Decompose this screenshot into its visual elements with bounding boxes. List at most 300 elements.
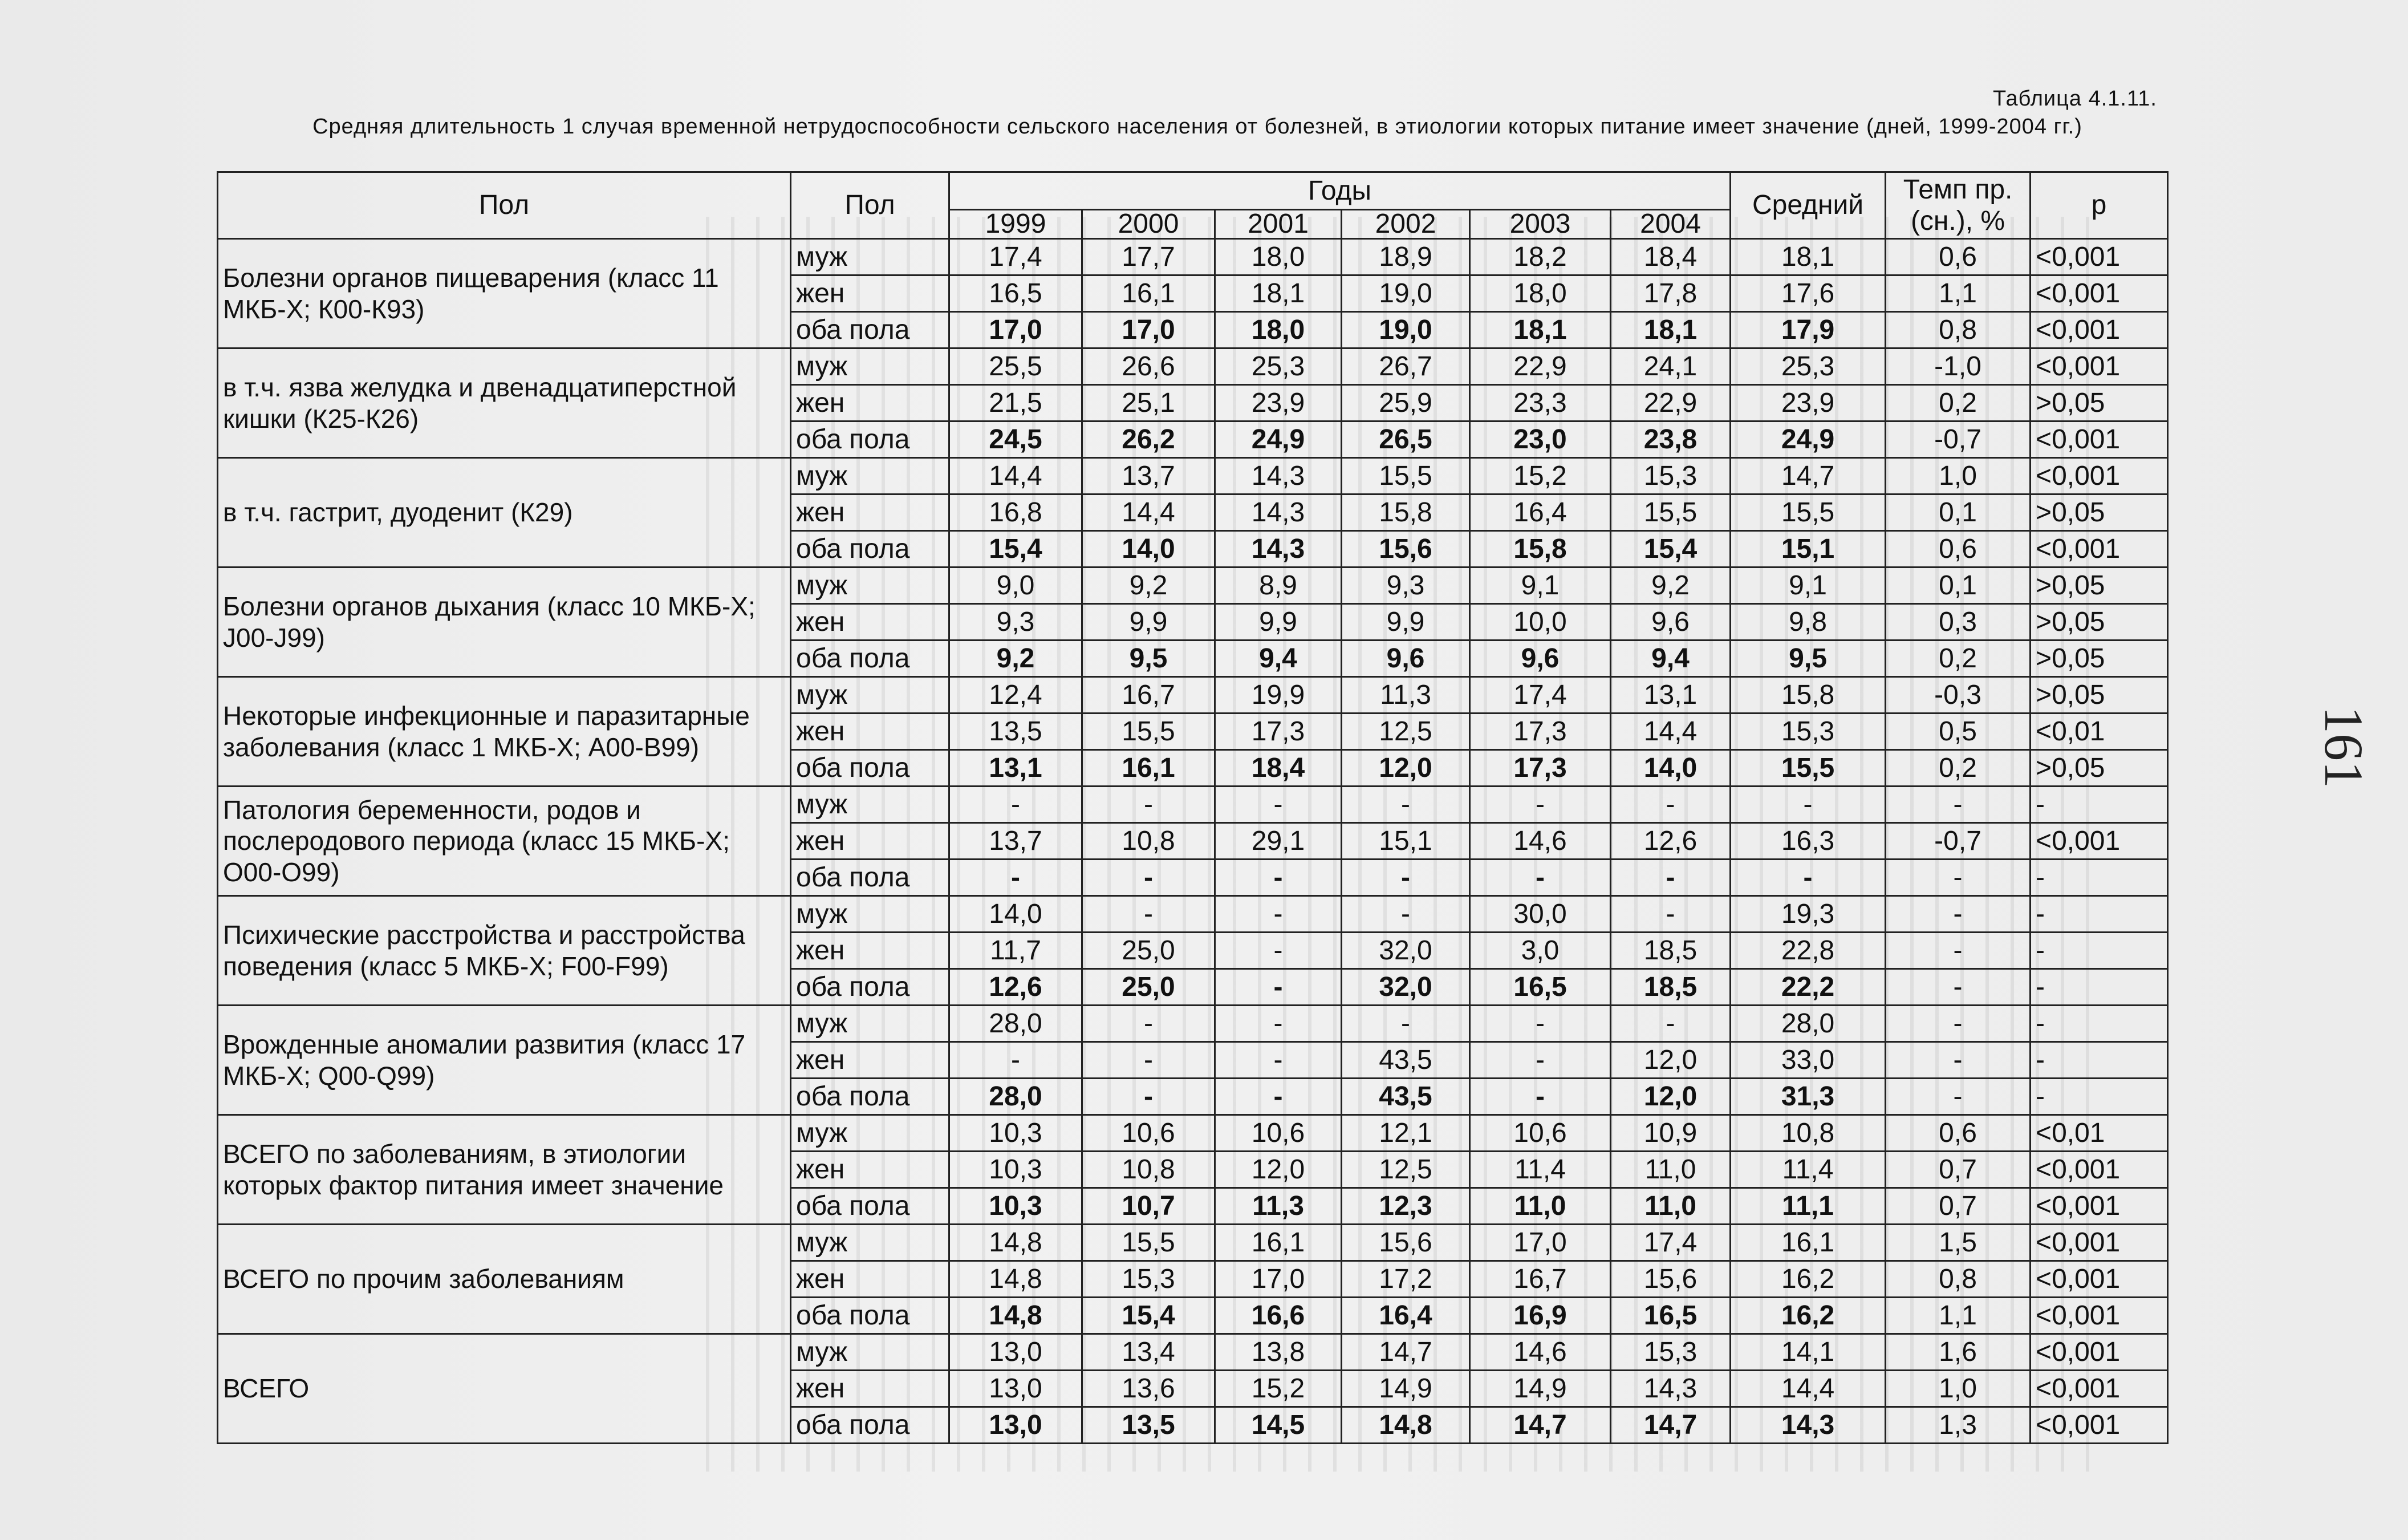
mean-cell: 15,8: [1731, 677, 1886, 714]
year-value-cell: 19,0: [1342, 275, 1470, 312]
year-value-cell: 15,6: [1342, 531, 1470, 568]
year-value-cell: -: [1215, 969, 1342, 1006]
table-row: [218, 896, 2168, 933]
year-value-cell: 16,9: [1470, 1298, 1611, 1334]
year-value-cell: -: [949, 1042, 1082, 1079]
year-value-cell: 13,0: [949, 1407, 1082, 1444]
year-value-cell: 12,0: [1611, 1079, 1731, 1115]
p-value-cell: <0,001: [2031, 1371, 2168, 1407]
year-value-cell: 26,7: [1342, 348, 1470, 385]
year-value-cell: -: [1611, 787, 1731, 823]
p-value-cell: >0,05: [2031, 677, 2168, 714]
table-row: [218, 1334, 2168, 1371]
temp-cell: 1,6: [1886, 1334, 2031, 1371]
year-value-cell: 13,5: [949, 714, 1082, 750]
mean-cell: 14,3: [1731, 1407, 1886, 1444]
year-value-cell: 18,5: [1611, 933, 1731, 969]
year-value-cell: 24,5: [949, 422, 1082, 458]
year-value-cell: 14,0: [1082, 531, 1215, 568]
disease-name-cell: ВСЕГО по заболеваниям, в этиологии которых фактор питания имеет значение: [218, 1115, 791, 1225]
temp-cell: -: [1886, 1079, 2031, 1115]
year-value-cell: 13,7: [1082, 458, 1215, 495]
year-value-cell: -: [1215, 933, 1342, 969]
year-value-cell: -: [1611, 1006, 1731, 1042]
p-value-cell: <0,001: [2031, 239, 2168, 275]
year-value-cell: 9,6: [1611, 604, 1731, 641]
year-value-cell: 15,1: [1342, 823, 1470, 860]
year-value-cell: 9,4: [1215, 641, 1342, 677]
sex-cell: оба пола: [791, 1079, 949, 1115]
sex-cell: жен: [791, 933, 949, 969]
year-value-cell: 3,0: [1470, 933, 1611, 969]
temp-cell: 1,3: [1886, 1407, 2031, 1444]
sex-cell: жен: [791, 823, 949, 860]
mean-cell: 16,1: [1731, 1225, 1886, 1261]
temp-cell: 1,0: [1886, 458, 2031, 495]
year-value-cell: 17,3: [1470, 750, 1611, 787]
year-value-cell: -: [1342, 1006, 1470, 1042]
year-value-cell: -: [1470, 787, 1611, 823]
p-value-cell: >0,05: [2031, 641, 2168, 677]
p-value-cell: <0,001: [2031, 275, 2168, 312]
sex-cell: жен: [791, 1261, 949, 1298]
year-value-cell: 14,9: [1342, 1371, 1470, 1407]
sex-cell: муж: [791, 1006, 949, 1042]
disease-name-cell: Психические расстройства и расстройства поведения (класс 5 МКБ-Х; F00-F99): [218, 896, 791, 1006]
year-value-cell: 15,8: [1342, 495, 1470, 531]
sex-cell: оба пола: [791, 1298, 949, 1334]
year-value-cell: 14,8: [949, 1225, 1082, 1261]
table-row: [218, 1115, 2168, 1152]
year-value-cell: 13,6: [1082, 1371, 1215, 1407]
year-value-cell: 24,9: [1215, 422, 1342, 458]
year-value-cell: -: [1342, 860, 1470, 896]
p-value-cell: <0,001: [2031, 458, 2168, 495]
temp-cell: 1,1: [1886, 1298, 2031, 1334]
year-value-cell: 14,8: [949, 1261, 1082, 1298]
year-value-cell: 13,0: [949, 1334, 1082, 1371]
header-year: 2002: [1342, 210, 1470, 239]
temp-cell: 0,8: [1886, 312, 2031, 348]
year-value-cell: -: [1082, 896, 1215, 933]
year-value-cell: 14,7: [1470, 1407, 1611, 1444]
mean-cell: 9,8: [1731, 604, 1886, 641]
mean-cell: 14,7: [1731, 458, 1886, 495]
year-value-cell: 14,4: [1611, 714, 1731, 750]
year-value-cell: 10,0: [1470, 604, 1611, 641]
year-value-cell: 43,5: [1342, 1042, 1470, 1079]
p-value-cell: <0,01: [2031, 1115, 2168, 1152]
sex-cell: муж: [791, 677, 949, 714]
temp-cell: -: [1886, 933, 2031, 969]
year-value-cell: 15,5: [1082, 714, 1215, 750]
year-value-cell: 32,0: [1342, 969, 1470, 1006]
year-value-cell: -: [1082, 1079, 1215, 1115]
temp-cell: 0,3: [1886, 604, 2031, 641]
sex-cell: жен: [791, 385, 949, 422]
p-value-cell: -: [2031, 896, 2168, 933]
year-value-cell: 11,0: [1611, 1152, 1731, 1188]
sex-cell: жен: [791, 604, 949, 641]
mean-cell: 19,3: [1731, 896, 1886, 933]
mean-cell: 17,6: [1731, 275, 1886, 312]
p-value-cell: -: [2031, 1006, 2168, 1042]
year-value-cell: 11,0: [1611, 1188, 1731, 1225]
year-value-cell: 10,8: [1082, 1152, 1215, 1188]
year-value-cell: 14,3: [1215, 495, 1342, 531]
sex-cell: муж: [791, 348, 949, 385]
temp-cell: -0,3: [1886, 677, 2031, 714]
temp-cell: 0,5: [1886, 714, 2031, 750]
year-value-cell: 12,5: [1342, 1152, 1470, 1188]
header-years: Годы: [949, 172, 1731, 210]
mean-cell: 31,3: [1731, 1079, 1886, 1115]
year-value-cell: 14,7: [1611, 1407, 1731, 1444]
year-value-cell: 23,3: [1470, 385, 1611, 422]
year-value-cell: 10,6: [1215, 1115, 1342, 1152]
year-value-cell: 17,3: [1470, 714, 1611, 750]
temp-cell: 0,6: [1886, 531, 2031, 568]
table-row: [218, 568, 2168, 604]
year-value-cell: 9,5: [1082, 641, 1215, 677]
mean-cell: 25,3: [1731, 348, 1886, 385]
year-value-cell: 16,5: [1611, 1298, 1731, 1334]
sex-cell: муж: [791, 568, 949, 604]
year-value-cell: 14,4: [949, 458, 1082, 495]
temp-cell: 0,7: [1886, 1152, 2031, 1188]
year-value-cell: 25,3: [1215, 348, 1342, 385]
header-disease: Пол: [218, 172, 791, 239]
temp-cell: -1,0: [1886, 348, 2031, 385]
year-value-cell: 23,9: [1215, 385, 1342, 422]
sex-cell: жен: [791, 275, 949, 312]
year-value-cell: 15,3: [1611, 1334, 1731, 1371]
p-value-cell: -: [2031, 1079, 2168, 1115]
year-value-cell: 13,7: [949, 823, 1082, 860]
year-value-cell: 10,3: [949, 1188, 1082, 1225]
year-value-cell: 13,0: [949, 1371, 1082, 1407]
year-value-cell: -: [1342, 896, 1470, 933]
p-value-cell: <0,001: [2031, 1334, 2168, 1371]
year-value-cell: 18,1: [1611, 312, 1731, 348]
year-value-cell: 14,6: [1470, 1334, 1611, 1371]
year-value-cell: 15,3: [1082, 1261, 1215, 1298]
mean-cell: 22,2: [1731, 969, 1886, 1006]
year-value-cell: 16,5: [1470, 969, 1611, 1006]
mean-cell: 9,1: [1731, 568, 1886, 604]
p-value-cell: -: [2031, 969, 2168, 1006]
sex-cell: оба пола: [791, 1407, 949, 1444]
table-row: [218, 1006, 2168, 1042]
year-value-cell: -: [1470, 860, 1611, 896]
mean-cell: 24,9: [1731, 422, 1886, 458]
year-value-cell: 18,2: [1470, 239, 1611, 275]
year-value-cell: 26,5: [1342, 422, 1470, 458]
year-value-cell: 9,9: [1215, 604, 1342, 641]
year-value-cell: 13,5: [1082, 1407, 1215, 1444]
year-value-cell: 17,8: [1611, 275, 1731, 312]
mean-cell: 16,3: [1731, 823, 1886, 860]
year-value-cell: 17,3: [1215, 714, 1342, 750]
mean-cell: 22,8: [1731, 933, 1886, 969]
year-value-cell: 11,3: [1215, 1188, 1342, 1225]
year-value-cell: 17,0: [1470, 1225, 1611, 1261]
year-value-cell: 9,9: [1342, 604, 1470, 641]
year-value-cell: 15,5: [1611, 495, 1731, 531]
year-value-cell: 16,8: [949, 495, 1082, 531]
p-value-cell: <0,001: [2031, 312, 2168, 348]
year-value-cell: 16,1: [1082, 275, 1215, 312]
year-value-cell: 22,9: [1470, 348, 1611, 385]
year-value-cell: 14,0: [949, 896, 1082, 933]
year-value-cell: 9,6: [1470, 641, 1611, 677]
year-value-cell: 13,8: [1215, 1334, 1342, 1371]
mean-cell: -: [1731, 860, 1886, 896]
sex-cell: жен: [791, 1042, 949, 1079]
year-value-cell: 10,7: [1082, 1188, 1215, 1225]
p-value-cell: <0,001: [2031, 1261, 2168, 1298]
header-mean: Средний: [1731, 172, 1886, 239]
p-value-cell: <0,001: [2031, 531, 2168, 568]
year-value-cell: 18,9: [1342, 239, 1470, 275]
year-value-cell: 18,1: [1215, 275, 1342, 312]
mean-cell: 28,0: [1731, 1006, 1886, 1042]
year-value-cell: 9,2: [1611, 568, 1731, 604]
temp-cell: -0,7: [1886, 823, 2031, 860]
table-caption: Средняя длительность 1 случая временной нетрудоспособности сельского населения от болезней, в этиологии которых питание имеет значение (дней, 1999-2004 гг.): [312, 115, 2082, 139]
sex-cell: оба пола: [791, 312, 949, 348]
year-value-cell: 15,4: [1082, 1298, 1215, 1334]
p-value-cell: -: [2031, 787, 2168, 823]
year-value-cell: -: [1470, 1042, 1611, 1079]
temp-cell: -: [1886, 1042, 2031, 1079]
table-row: [218, 787, 2168, 823]
sex-cell: муж: [791, 787, 949, 823]
year-value-cell: 18,1: [1470, 312, 1611, 348]
table-number: Таблица 4.1.11.: [1993, 87, 2157, 111]
year-value-cell: 9,4: [1611, 641, 1731, 677]
year-value-cell: 14,8: [1342, 1407, 1470, 1444]
header-year: 1999: [949, 210, 1082, 239]
temp-cell: 0,7: [1886, 1188, 2031, 1225]
year-value-cell: -: [1611, 896, 1731, 933]
temp-cell: 0,2: [1886, 385, 2031, 422]
p-value-cell: <0,001: [2031, 823, 2168, 860]
mean-cell: 11,1: [1731, 1188, 1886, 1225]
year-value-cell: 11,7: [949, 933, 1082, 969]
year-value-cell: 12,0: [1342, 750, 1470, 787]
year-value-cell: -: [1215, 1079, 1342, 1115]
p-value-cell: <0,001: [2031, 1225, 2168, 1261]
year-value-cell: 14,9: [1470, 1371, 1611, 1407]
mean-cell: 17,9: [1731, 312, 1886, 348]
p-value-cell: <0,001: [2031, 1407, 2168, 1444]
year-value-cell: 17,4: [949, 239, 1082, 275]
mean-cell: 23,9: [1731, 385, 1886, 422]
header-year: 2000: [1082, 210, 1215, 239]
year-value-cell: 10,3: [949, 1115, 1082, 1152]
year-value-cell: 9,6: [1342, 641, 1470, 677]
table-row: [218, 348, 2168, 385]
mean-cell: 11,4: [1731, 1152, 1886, 1188]
p-value-cell: <0,001: [2031, 1298, 2168, 1334]
p-value-cell: >0,05: [2031, 495, 2168, 531]
sex-cell: оба пола: [791, 531, 949, 568]
year-value-cell: 25,1: [1082, 385, 1215, 422]
temp-cell: -: [1886, 787, 2031, 823]
year-value-cell: -: [949, 860, 1082, 896]
temp-cell: 0,8: [1886, 1261, 2031, 1298]
p-value-cell: <0,001: [2031, 1152, 2168, 1188]
table-row: [218, 239, 2168, 275]
year-value-cell: -: [1470, 1006, 1611, 1042]
year-value-cell: 15,8: [1470, 531, 1611, 568]
year-value-cell: 15,4: [949, 531, 1082, 568]
year-value-cell: 15,4: [1611, 531, 1731, 568]
year-value-cell: 18,4: [1215, 750, 1342, 787]
year-value-cell: 15,2: [1215, 1371, 1342, 1407]
year-value-cell: 10,9: [1611, 1115, 1731, 1152]
mean-cell: 15,1: [1731, 531, 1886, 568]
year-value-cell: 12,1: [1342, 1115, 1470, 1152]
year-value-cell: 16,4: [1342, 1298, 1470, 1334]
year-value-cell: 19,9: [1215, 677, 1342, 714]
year-value-cell: 23,0: [1470, 422, 1611, 458]
sex-cell: муж: [791, 1115, 949, 1152]
temp-cell: 0,2: [1886, 641, 2031, 677]
year-value-cell: 9,2: [949, 641, 1082, 677]
sex-cell: оба пола: [791, 750, 949, 787]
year-value-cell: 17,0: [1082, 312, 1215, 348]
year-value-cell: -: [949, 787, 1082, 823]
year-value-cell: 18,4: [1611, 239, 1731, 275]
year-value-cell: 19,0: [1342, 312, 1470, 348]
temp-cell: -: [1886, 969, 2031, 1006]
data-table: [217, 171, 2169, 1444]
year-value-cell: 17,4: [1611, 1225, 1731, 1261]
header-temp: Темп пр. (сн.), %: [1886, 172, 2031, 239]
year-value-cell: 14,7: [1342, 1334, 1470, 1371]
disease-name-cell: Некоторые инфекционные и паразитарные заболевания (класс 1 МКБ-Х; А00-В99): [218, 677, 791, 787]
year-value-cell: -: [1082, 1042, 1215, 1079]
year-value-cell: 10,8: [1082, 823, 1215, 860]
year-value-cell: 18,5: [1611, 969, 1731, 1006]
year-value-cell: -: [1082, 860, 1215, 896]
year-value-cell: 17,0: [949, 312, 1082, 348]
year-value-cell: 12,6: [949, 969, 1082, 1006]
year-value-cell: 26,2: [1082, 422, 1215, 458]
disease-name-cell: Врожденные аномалии развития (класс 17 МКБ-Х; Q00-Q99): [218, 1006, 791, 1115]
sex-cell: жен: [791, 1152, 949, 1188]
year-value-cell: 14,3: [1215, 531, 1342, 568]
p-value-cell: >0,05: [2031, 604, 2168, 641]
year-value-cell: 9,2: [1082, 568, 1215, 604]
temp-cell: 1,5: [1886, 1225, 2031, 1261]
year-value-cell: 12,0: [1215, 1152, 1342, 1188]
page-number: 161: [2313, 706, 2374, 788]
year-value-cell: 25,9: [1342, 385, 1470, 422]
year-value-cell: 16,1: [1215, 1225, 1342, 1261]
year-value-cell: -: [1215, 896, 1342, 933]
sex-cell: муж: [791, 1225, 949, 1261]
year-value-cell: 15,5: [1342, 458, 1470, 495]
sex-cell: жен: [791, 714, 949, 750]
mean-cell: 15,3: [1731, 714, 1886, 750]
mean-cell: 16,2: [1731, 1261, 1886, 1298]
disease-name-cell: в т.ч. гастрит, дуоденит (К29): [218, 458, 791, 568]
year-value-cell: 15,5: [1082, 1225, 1215, 1261]
disease-name-cell: Патология беременности, родов и послеродового периода (класс 15 МКБ-Х; О00-О99): [218, 787, 791, 896]
header-year: 2001: [1215, 210, 1342, 239]
temp-cell: 1,1: [1886, 275, 2031, 312]
sex-cell: муж: [791, 239, 949, 275]
year-value-cell: -: [1215, 1006, 1342, 1042]
year-value-cell: 30,0: [1470, 896, 1611, 933]
temp-cell: 1,0: [1886, 1371, 2031, 1407]
year-value-cell: 14,4: [1082, 495, 1215, 531]
year-value-cell: 9,0: [949, 568, 1082, 604]
mean-cell: 16,2: [1731, 1298, 1886, 1334]
mean-cell: 14,1: [1731, 1334, 1886, 1371]
p-value-cell: <0,001: [2031, 348, 2168, 385]
year-value-cell: -: [1082, 1006, 1215, 1042]
year-value-cell: 28,0: [949, 1079, 1082, 1115]
year-value-cell: 12,6: [1611, 823, 1731, 860]
mean-cell: 15,5: [1731, 750, 1886, 787]
year-value-cell: 9,1: [1470, 568, 1611, 604]
mean-cell: -: [1731, 787, 1886, 823]
p-value-cell: -: [2031, 933, 2168, 969]
year-value-cell: 14,3: [1611, 1371, 1731, 1407]
year-value-cell: -: [1215, 860, 1342, 896]
year-value-cell: 17,7: [1082, 239, 1215, 275]
year-value-cell: 11,4: [1470, 1152, 1611, 1188]
year-value-cell: 9,3: [1342, 568, 1470, 604]
year-value-cell: 14,8: [949, 1298, 1082, 1334]
year-value-cell: 25,0: [1082, 933, 1215, 969]
table-row: [218, 458, 2168, 495]
year-value-cell: 13,1: [1611, 677, 1731, 714]
sex-cell: оба пола: [791, 422, 949, 458]
temp-cell: 0,1: [1886, 495, 2031, 531]
year-value-cell: 10,3: [949, 1152, 1082, 1188]
sex-cell: жен: [791, 1371, 949, 1407]
disease-name-cell: ВСЕГО по прочим заболеваниям: [218, 1225, 791, 1334]
temp-cell: -: [1886, 860, 2031, 896]
year-value-cell: 10,6: [1470, 1115, 1611, 1152]
header-year: 2004: [1611, 210, 1731, 239]
year-value-cell: 16,7: [1470, 1261, 1611, 1298]
mean-cell: 15,5: [1731, 495, 1886, 531]
mean-cell: 9,5: [1731, 641, 1886, 677]
mean-cell: 14,4: [1731, 1371, 1886, 1407]
year-value-cell: 18,0: [1215, 312, 1342, 348]
year-value-cell: -: [1470, 1079, 1611, 1115]
temp-cell: 0,2: [1886, 750, 2031, 787]
p-value-cell: <0,001: [2031, 422, 2168, 458]
year-value-cell: 21,5: [949, 385, 1082, 422]
sex-cell: оба пола: [791, 641, 949, 677]
year-value-cell: 16,6: [1215, 1298, 1342, 1334]
temp-cell: -: [1886, 896, 2031, 933]
year-value-cell: 12,0: [1611, 1042, 1731, 1079]
year-value-cell: 15,2: [1470, 458, 1611, 495]
year-value-cell: 12,3: [1342, 1188, 1470, 1225]
table-body: [218, 239, 2168, 1444]
year-value-cell: 15,6: [1611, 1261, 1731, 1298]
year-value-cell: 15,6: [1342, 1225, 1470, 1261]
year-value-cell: 24,1: [1611, 348, 1731, 385]
